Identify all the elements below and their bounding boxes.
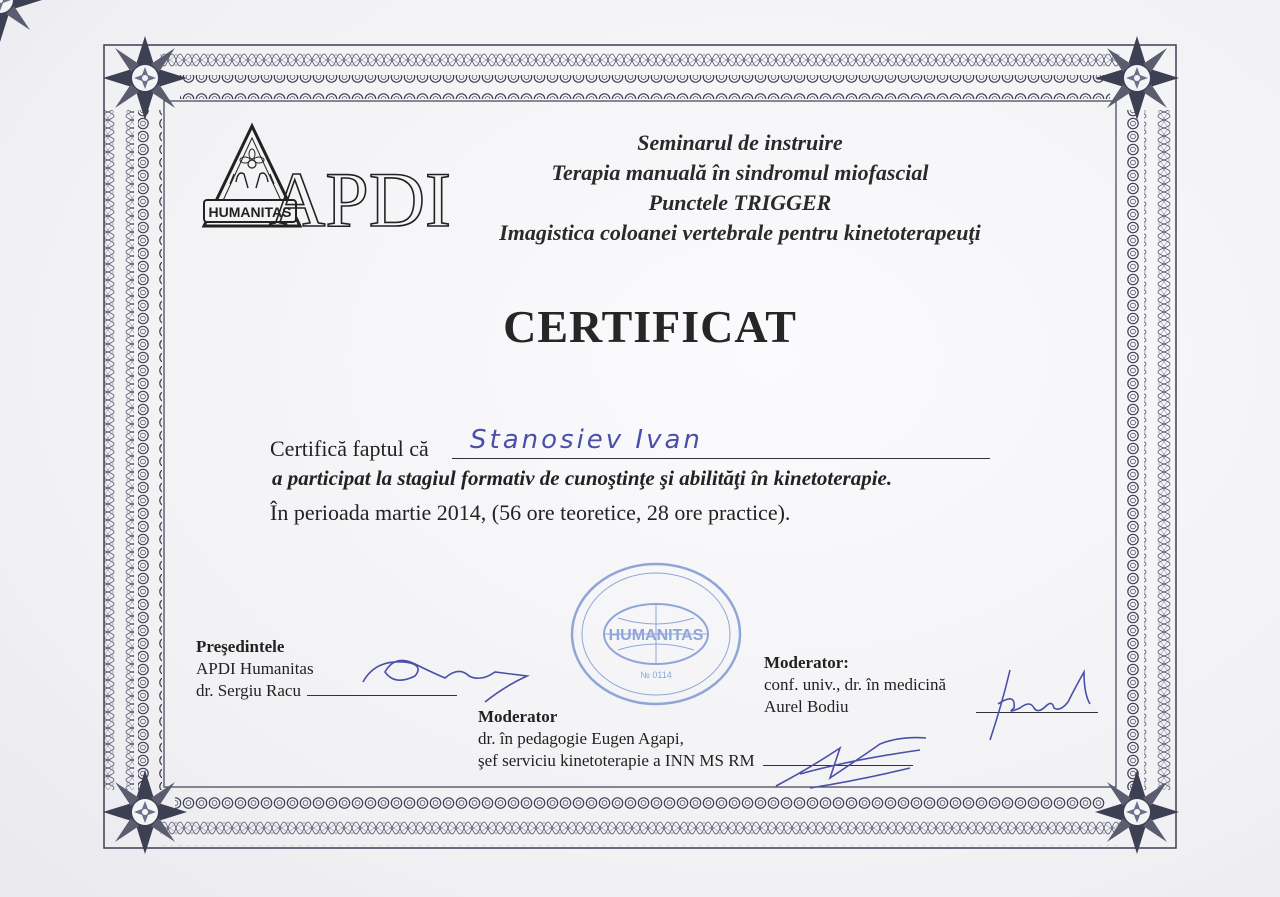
president-org: APDI Humanitas xyxy=(196,659,314,678)
svg-text:Stanosiev Ivan: Stanosiev Ivan xyxy=(470,425,703,455)
moderator-right-line-2: Aurel Bodiu xyxy=(764,697,849,716)
president-heading: Preşedintele xyxy=(196,637,285,656)
moderator-center-signature xyxy=(770,728,930,792)
period-statement: În perioada martie 2014, (56 ore teoretice, 28 ore practice). xyxy=(270,500,791,525)
stamp-number: № 0114 xyxy=(640,670,672,680)
seminar-header xyxy=(400,128,1080,248)
moderator-right-line-1: conf. univ., dr. în medicină xyxy=(764,675,947,694)
stamp-center-text: HUMANITAS xyxy=(608,627,704,644)
moderator-center-line-2: şef serviciu kinetoterapie a INN MS RM xyxy=(478,751,755,770)
certificate-title: CERTIFICAT xyxy=(503,301,797,352)
seminar-line-1: Seminarul de instruire xyxy=(637,130,843,155)
participation-statement: a participat la stagiul formativ de cunoştinţe şi abilităţi în kinetoterapie. xyxy=(272,466,893,490)
moderator-center-line-1: dr. în pedagogie Eugen Agapi, xyxy=(478,729,684,748)
official-stamp xyxy=(568,560,744,708)
logo-org-text: HUMANITAS xyxy=(208,204,292,220)
apdi-humanitas-logo xyxy=(200,122,452,243)
moderator-right-signature xyxy=(980,664,1100,744)
corner-ornament xyxy=(0,0,42,42)
president-signature xyxy=(355,642,535,702)
seminar-line-4: Imagistica coloanei vertebrale pentru kinetoterapeuţi xyxy=(499,220,981,245)
moderator-right-block xyxy=(764,652,946,718)
president-name: dr. Sergiu Racu xyxy=(196,681,301,700)
moderator-center-heading: Moderator xyxy=(478,707,558,726)
moderator-right-heading: Moderator: xyxy=(764,653,849,672)
seminar-line-3: Punctele TRIGGER xyxy=(648,190,832,215)
logo-letters: APDI xyxy=(268,156,452,243)
seminar-line-2: Terapia manuală în sindromul miofascial xyxy=(551,160,929,185)
recipient-handwritten-name xyxy=(470,418,830,460)
certifies-label: Certifică faptul că xyxy=(270,436,429,461)
